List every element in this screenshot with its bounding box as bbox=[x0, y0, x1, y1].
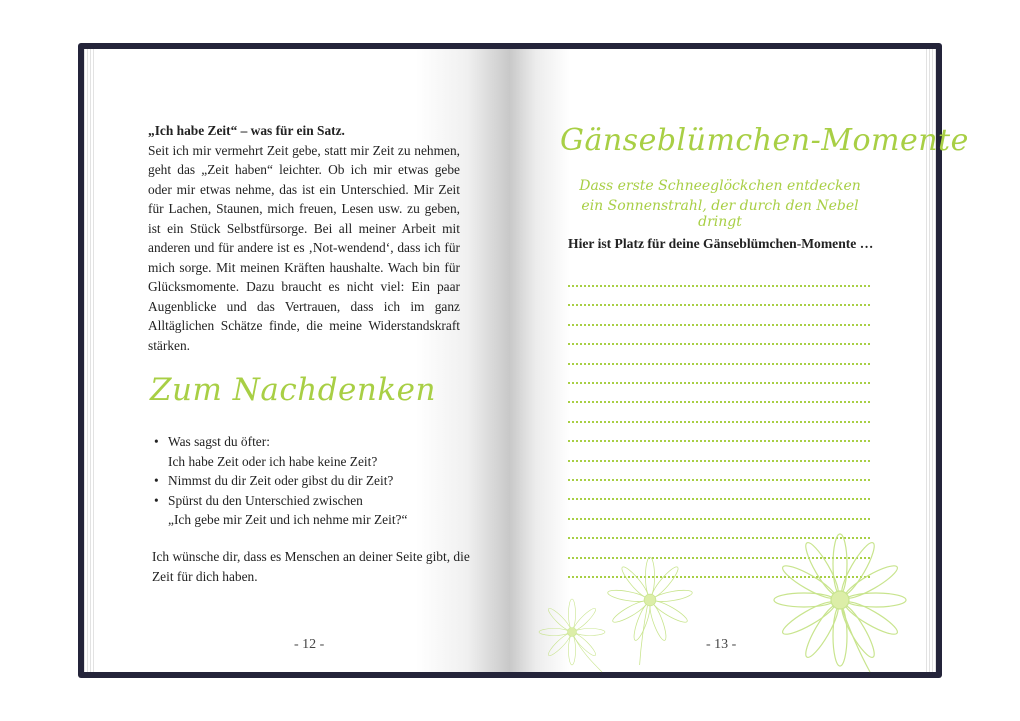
subtitle-line-1: Dass erste Schneeglöckchen entdecken bbox=[579, 178, 861, 194]
bullet-line: Was sagst du öfter: bbox=[168, 434, 270, 449]
bullet-line: Nimmst du dir Zeit oder gibst du dir Zeit? bbox=[168, 473, 394, 488]
closing-text: Ich wünsche dir, dass es Menschen an deiner Seite gibt, die Zeit für dich haben. bbox=[152, 549, 470, 584]
paragraph-body: Seit ich mir vermehrt Zeit gebe, statt mir Zeit zu nehmen, geht das „Zeit haben“ leichter. Ob ich mir etwas gebe oder mir etwas nehme, das ist ein Unterschied. Mir Zeit für Lachen, Staunen, mich freuen, Lesen usw. zu geben, ist ein Stück Selbstfürsorge. Bei all meiner Arbeit mit anderen und für andere ist es ‚Not-wendend‘, dass ich für mich sorge. Mit meinen Kräften haushalte. Wach bin für Glücksmomente. Dazu braucht es nicht viel: Ein paar Augenblicke und das Vertrauen, dass ich im ganz Alltäglichen Schätze finde, die meine Widerstandskraft stärken. bbox=[148, 142, 460, 353]
bullet-line: Ich habe Zeit oder ich habe keine Zeit? bbox=[168, 453, 378, 469]
heading-gaenseblumchen: Gänseblümchen-Momente bbox=[560, 123, 969, 158]
paragraph-title: „Ich habe Zeit“ – was für ein Satz. bbox=[148, 123, 345, 138]
subtitle-line-2: ein Sonnenstrahl, der durch den Nebel dringt bbox=[581, 198, 859, 230]
bullet-line: „Ich gebe mir Zeit und ich nehme mir Zeit?“ bbox=[168, 512, 408, 527]
heading-zum-nachdenken: Zum Nachdenken bbox=[150, 372, 436, 408]
bullet-line: Spürst du den Unterschied zwischen bbox=[168, 492, 363, 508]
page-number-left: - 12 - bbox=[294, 637, 325, 652]
page-number-right: - 13 - bbox=[706, 637, 737, 652]
writing-prompt: Hier ist Platz für deine Gänseblümchen-Momente … bbox=[568, 236, 874, 251]
